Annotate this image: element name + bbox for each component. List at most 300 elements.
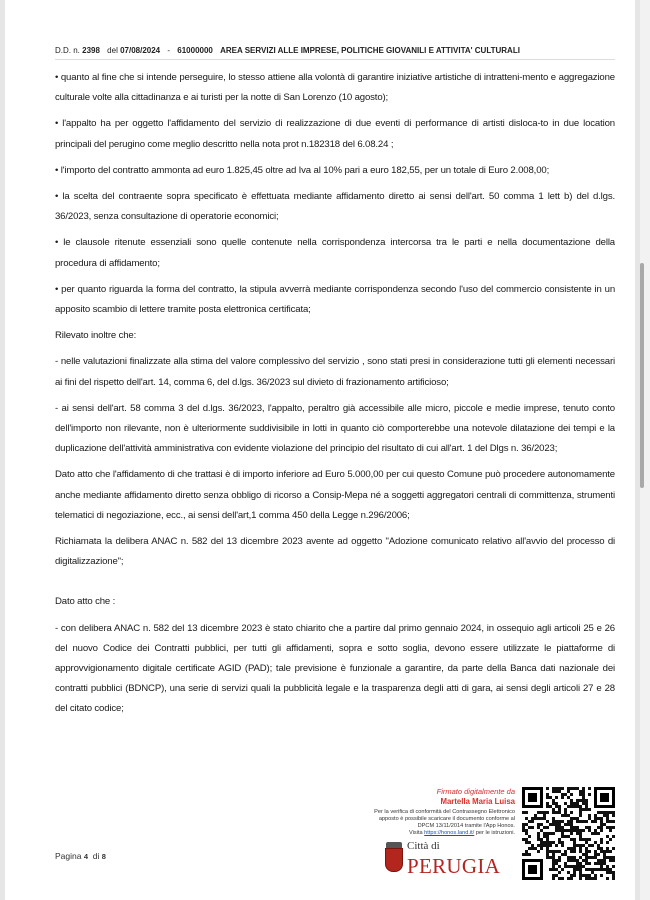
- qr-module: [573, 844, 576, 847]
- qr-module: [582, 844, 585, 847]
- qr-module: [564, 808, 567, 811]
- qr-module: [594, 862, 597, 865]
- qr-module: [612, 847, 615, 850]
- qr-module: [561, 832, 564, 835]
- digital-signature: [305, 787, 515, 837]
- qr-module: [588, 844, 591, 847]
- verify-line: Per la verifica di conformità del Contrassegno Elettronico: [374, 809, 515, 815]
- qr-module: [600, 859, 603, 862]
- qr-module: [591, 844, 594, 847]
- qr-module: [588, 874, 591, 877]
- dd-date: 07/08/2024: [120, 46, 161, 55]
- qr-module: [603, 853, 606, 856]
- header-separator: -: [167, 46, 171, 55]
- qr-module: [594, 877, 597, 880]
- qr-module: [552, 877, 555, 880]
- qr-module: [570, 877, 573, 880]
- qr-module: [612, 859, 615, 862]
- qr-module: [549, 796, 552, 799]
- qr-module: [558, 865, 561, 868]
- qr-module: [528, 820, 531, 823]
- qr-module: [603, 811, 606, 814]
- qr-module: [558, 829, 561, 832]
- qr-module: [570, 874, 573, 877]
- qr-module: [597, 859, 600, 862]
- qr-module: [606, 850, 609, 853]
- paragraph: - con delibera ANAC n. 582 del 13 dicembre 2023 è stato chiarito che a partire dal primo gennaio 2024, in ossequio agli articoli 25 e 26 del nuovo Codice dei Contratti pubblici, per tutti gli affidamenti, sopra e sotto soglia, devono essere utilizzate le piattaforme di approvvigionamento digitale certificate AGID (PAD); tale previsione è funzionale a garantire, da parte della Banca dati nazionale dei contratti pubblici (BDNCP), una serie di servizi quali la pubblicità legale e la trasparenza degli atti di gara, ai sensi degli articoli 27 e 28 del citato codice;: [55, 622, 615, 715]
- qr-module: [567, 829, 570, 832]
- qr-module: [609, 838, 612, 841]
- qr-module: [606, 865, 609, 868]
- qr-module: [573, 826, 576, 829]
- qr-module: [555, 802, 558, 805]
- qr-module: [579, 868, 582, 871]
- scrollbar-thumb[interactable]: [640, 263, 644, 488]
- qr-module: [552, 856, 555, 859]
- qr-module: [576, 859, 579, 862]
- qr-module: [522, 811, 525, 814]
- qr-module: [564, 865, 567, 868]
- page-of: di: [92, 851, 100, 861]
- qr-module: [555, 874, 558, 877]
- qr-module: [579, 814, 582, 817]
- qr-module: [591, 877, 594, 880]
- qr-module: [567, 787, 570, 790]
- qr-module: [606, 856, 609, 859]
- area-code: 61000000: [177, 46, 213, 55]
- qr-module: [534, 817, 537, 820]
- qr-module: [531, 820, 534, 823]
- qr-module: [606, 835, 609, 838]
- qr-module: [573, 847, 576, 850]
- document-body: [55, 68, 615, 778]
- qr-module: [561, 787, 564, 790]
- qr-module: [570, 802, 573, 805]
- qr-module: [591, 868, 594, 871]
- qr-module: [576, 787, 579, 790]
- qr-module: [573, 787, 576, 790]
- qr-code-icon: [522, 787, 615, 880]
- qr-module: [612, 877, 615, 880]
- page-current: 4: [83, 852, 89, 861]
- qr-module: [552, 802, 555, 805]
- qr-module: [564, 823, 567, 826]
- qr-module: [579, 820, 582, 823]
- qr-module: [528, 841, 531, 844]
- qr-module: [555, 850, 558, 853]
- qr-module: [585, 805, 588, 808]
- qr-module: [594, 832, 597, 835]
- qr-module: [600, 829, 603, 832]
- qr-module: [585, 838, 588, 841]
- qr-module: [576, 826, 579, 829]
- qr-module: [570, 793, 573, 796]
- qr-module: [576, 829, 579, 832]
- qr-module: [579, 871, 582, 874]
- qr-module: [600, 841, 603, 844]
- qr-module: [525, 829, 528, 832]
- qr-module: [594, 868, 597, 871]
- qr-module: [555, 790, 558, 793]
- qr-module: [594, 850, 597, 853]
- qr-module: [606, 868, 609, 871]
- qr-module: [585, 820, 588, 823]
- qr-module: [525, 832, 528, 835]
- qr-module: [552, 808, 555, 811]
- qr-module: [555, 844, 558, 847]
- qr-module: [576, 832, 579, 835]
- qr-module: [555, 820, 558, 823]
- qr-module: [561, 796, 564, 799]
- qr-module: [609, 829, 612, 832]
- qr-module: [603, 814, 606, 817]
- qr-module: [579, 832, 582, 835]
- qr-module: [582, 790, 585, 793]
- qr-module: [594, 856, 597, 859]
- qr-module: [579, 847, 582, 850]
- qr-module: [558, 811, 561, 814]
- qr-module: [567, 790, 570, 793]
- qr-module: [576, 802, 579, 805]
- qr-module: [600, 811, 603, 814]
- qr-module: [582, 799, 585, 802]
- qr-module: [555, 859, 558, 862]
- qr-module: [585, 853, 588, 856]
- qr-module: [543, 826, 546, 829]
- qr-module: [570, 820, 573, 823]
- qr-module: [552, 799, 555, 802]
- qr-module: [555, 826, 558, 829]
- qr-module: [546, 847, 549, 850]
- qr-module: [567, 877, 570, 880]
- qr-module: [552, 850, 555, 853]
- qr-module: [591, 832, 594, 835]
- verification-note: [305, 809, 515, 837]
- qr-module: [561, 820, 564, 823]
- qr-module: [567, 796, 570, 799]
- logo-perugia: PERUGIA: [407, 854, 501, 878]
- qr-module: [540, 844, 543, 847]
- qr-module: [543, 817, 546, 820]
- qr-module: [570, 865, 573, 868]
- qr-module: [525, 811, 528, 814]
- qr-module: [582, 853, 585, 856]
- qr-module: [600, 817, 603, 820]
- qr-module: [564, 814, 567, 817]
- qr-module: [585, 868, 588, 871]
- qr-module: [573, 850, 576, 853]
- qr-module: [549, 868, 552, 871]
- qr-module: [588, 829, 591, 832]
- qr-module: [573, 829, 576, 832]
- qr-module: [597, 832, 600, 835]
- qr-module: [555, 811, 558, 814]
- qr-module: [543, 811, 546, 814]
- qr-module: [528, 835, 531, 838]
- qr-module: [600, 823, 603, 826]
- qr-module: [561, 844, 564, 847]
- qr-module: [543, 814, 546, 817]
- visit-suffix: per le istruzioni.: [475, 830, 515, 836]
- qr-module: [606, 877, 609, 880]
- qr-module: [609, 850, 612, 853]
- qr-module: [564, 811, 567, 814]
- signer-name: Martella Maria Luisa: [440, 797, 515, 806]
- area-name: AREA SERVIZI ALLE IMPRESE, POLITICHE GIOVANILI E ATTIVITA' CULTURALI: [220, 46, 520, 55]
- qr-module: [579, 790, 582, 793]
- qr-module: [558, 871, 561, 874]
- qr-module: [588, 856, 591, 859]
- qr-module: [570, 850, 573, 853]
- qr-module: [579, 856, 582, 859]
- qr-module: [585, 850, 588, 853]
- perugia-logo: [385, 840, 515, 882]
- qr-module: [597, 844, 600, 847]
- qr-module: [555, 868, 558, 871]
- qr-module: [585, 856, 588, 859]
- qr-module: [552, 790, 555, 793]
- qr-module: [546, 853, 549, 856]
- paragraph: - nelle valutazioni finalizzate alla stima del valore complessivo del servizio , sono stati presi in considerazione tutti gli elementi necessari ai fini del rispetto dell'art. 14, comma 6, del d.lgs. 36/2023 sul divieto di frazionamento artificioso;: [55, 356, 615, 388]
- qr-module: [579, 838, 582, 841]
- qr-module: [558, 850, 561, 853]
- qr-module: [528, 847, 531, 850]
- qr-module: [585, 874, 588, 877]
- qr-module: [552, 823, 555, 826]
- qr-module: [588, 850, 591, 853]
- qr-module: [606, 826, 609, 829]
- qr-module: [609, 871, 612, 874]
- page-number: [55, 851, 106, 862]
- qr-module: [576, 820, 579, 823]
- qr-module: [561, 826, 564, 829]
- qr-module: [591, 820, 594, 823]
- qr-module: [579, 799, 582, 802]
- verify-line: apposto è possibile scaricare il documento conforme al: [378, 816, 515, 822]
- qr-module: [600, 847, 603, 850]
- qr-module: [579, 874, 582, 877]
- qr-module: [546, 802, 549, 805]
- qr-module: [546, 850, 549, 853]
- qr-module: [600, 868, 603, 871]
- qr-module: [612, 835, 615, 838]
- qr-module: [612, 826, 615, 829]
- qr-module: [522, 853, 525, 856]
- qr-module: [612, 865, 615, 868]
- qr-module: [573, 871, 576, 874]
- qr-module: [600, 838, 603, 841]
- qr-module: [558, 823, 561, 826]
- qr-module: [585, 877, 588, 880]
- qr-module: [570, 856, 573, 859]
- qr-module: [594, 817, 597, 820]
- logo-citta: Città di: [407, 840, 440, 852]
- qr-module: [597, 826, 600, 829]
- qr-module: [585, 799, 588, 802]
- qr-module: [543, 841, 546, 844]
- qr-module: [531, 817, 534, 820]
- qr-module: [585, 826, 588, 829]
- qr-module: [597, 811, 600, 814]
- qr-module: [570, 826, 573, 829]
- qr-module: [585, 862, 588, 865]
- qr-module: [522, 823, 525, 826]
- qr-module: [564, 853, 567, 856]
- qr-module: [525, 838, 528, 841]
- qr-module: [567, 835, 570, 838]
- qr-module: [606, 847, 609, 850]
- qr-module: [546, 787, 549, 790]
- qr-module: [531, 847, 534, 850]
- qr-module: [570, 787, 573, 790]
- qr-module: [597, 862, 600, 865]
- qr-module: [552, 817, 555, 820]
- qr-module: [576, 844, 579, 847]
- qr-module: [549, 844, 552, 847]
- qr-module: [540, 847, 543, 850]
- verify-line: DPCM 13/11/2014 tramite l'App Honos.: [417, 823, 515, 829]
- qr-module: [600, 874, 603, 877]
- qr-module: [603, 868, 606, 871]
- qr-module: [573, 868, 576, 871]
- qr-module: [558, 826, 561, 829]
- qr-module: [573, 874, 576, 877]
- qr-module: [582, 802, 585, 805]
- qr-module: [591, 856, 594, 859]
- qr-module: [573, 838, 576, 841]
- verify-visit-line: [305, 830, 515, 837]
- qr-module: [567, 820, 570, 823]
- paragraph: • le clausole ritenute essenziali sono quelle contenute nella corrispondenza intercorsa tra le parti e nella documentazione della procedura di affidamento;: [55, 237, 615, 269]
- qr-module: [609, 826, 612, 829]
- qr-module: [576, 817, 579, 820]
- qr-module: [552, 874, 555, 877]
- qr-module: [570, 847, 573, 850]
- qr-module: [579, 865, 582, 868]
- qr-module: [564, 829, 567, 832]
- qr-module: [612, 820, 615, 823]
- qr-module: [570, 817, 573, 820]
- qr-module: [567, 805, 570, 808]
- qr-module: [540, 823, 543, 826]
- qr-module: [573, 856, 576, 859]
- qr-module: [546, 826, 549, 829]
- qr-module: [594, 829, 597, 832]
- qr-module: [594, 814, 597, 817]
- qr-module: [567, 847, 570, 850]
- qr-module: [612, 811, 615, 814]
- qr-module: [585, 859, 588, 862]
- qr-module: [561, 835, 564, 838]
- qr-module: [570, 799, 573, 802]
- qr-module: [570, 838, 573, 841]
- qr-module: [582, 874, 585, 877]
- qr-module: [594, 820, 597, 823]
- qr-module: [558, 859, 561, 862]
- qr-module: [561, 853, 564, 856]
- qr-module: [576, 799, 579, 802]
- qr-module: [537, 817, 540, 820]
- qr-module: [567, 814, 570, 817]
- page-label: Pagina: [55, 851, 82, 861]
- qr-module: [579, 877, 582, 880]
- qr-module: [588, 868, 591, 871]
- qr-module: [552, 811, 555, 814]
- qr-module: [579, 835, 582, 838]
- qr-module: [612, 814, 615, 817]
- qr-module: [594, 853, 597, 856]
- qr-module: [582, 793, 585, 796]
- page-total: 8: [101, 852, 106, 861]
- qr-module: [609, 811, 612, 814]
- qr-module: [561, 793, 564, 796]
- qr-module: [600, 862, 603, 865]
- paragraph: Dato atto che :: [55, 596, 116, 608]
- paragraph: • l'importo del contratto ammonta ad euro 1.825,45 oltre ad Iva al 10% pari a euro 182,55, per un totale di Euro 2.008,00;: [55, 164, 550, 176]
- qr-module: [543, 832, 546, 835]
- qr-module: [525, 841, 528, 844]
- qr-module: [588, 787, 591, 790]
- qr-module: [555, 862, 558, 865]
- qr-module: [522, 829, 525, 832]
- qr-module: [546, 844, 549, 847]
- qr-module: [576, 868, 579, 871]
- qr-module: [609, 856, 612, 859]
- qr-module: [564, 835, 567, 838]
- qr-module: [552, 832, 555, 835]
- qr-module: [537, 832, 540, 835]
- qr-module: [555, 829, 558, 832]
- qr-module: [558, 841, 561, 844]
- qr-module: [546, 796, 549, 799]
- qr-module: [525, 817, 528, 820]
- qr-module: [576, 862, 579, 865]
- qr-module: [543, 844, 546, 847]
- qr-module: [603, 823, 606, 826]
- qr-module: [546, 856, 549, 859]
- qr-module: [603, 862, 606, 865]
- qr-module: [546, 805, 549, 808]
- qr-module: [531, 826, 534, 829]
- qr-module: [588, 808, 591, 811]
- dd-label: D.D. n.: [55, 46, 80, 55]
- qr-module: [546, 793, 549, 796]
- qr-module: [585, 802, 588, 805]
- qr-module: [594, 841, 597, 844]
- qr-module: [603, 850, 606, 853]
- date-label: del: [107, 46, 118, 55]
- qr-module: [546, 832, 549, 835]
- qr-module: [552, 820, 555, 823]
- paragraph: • la scelta del contraente sopra specificato è effettuata mediante affidamento diretto ai sensi dell'art. 50 comma 1 lett b) del d.lgs. 36/2023, senza consultazione di operatorie economici;: [55, 191, 615, 223]
- paragraph: • l'appalto ha per oggetto l'affidamento del servizio di realizzazione di due eventi di performance di artisti disloca-to in due location principali del perugino come meglio descritto nella nota prot n.182318 del 6.08.24 ;: [55, 118, 615, 150]
- qr-module: [600, 820, 603, 823]
- qr-module: [606, 820, 609, 823]
- qr-module: [570, 859, 573, 862]
- qr-module: [561, 814, 564, 817]
- qr-module: [582, 865, 585, 868]
- qr-module: [540, 838, 543, 841]
- qr-module: [609, 868, 612, 871]
- paragraph: • per quanto riguarda la forma del contratto, la stipula avverrà mediante corrispondenza secondo l'uso del commercio consistente in un apposito scambio di lettere tramite posta elettronica certificata;: [55, 283, 615, 316]
- qr-module: [555, 787, 558, 790]
- qr-module: [534, 814, 537, 817]
- qr-module: [552, 862, 555, 865]
- honos-link[interactable]: https://honos.land.it/: [424, 830, 475, 836]
- qr-module: [588, 793, 591, 796]
- qr-module: [603, 859, 606, 862]
- qr-module: [579, 850, 582, 853]
